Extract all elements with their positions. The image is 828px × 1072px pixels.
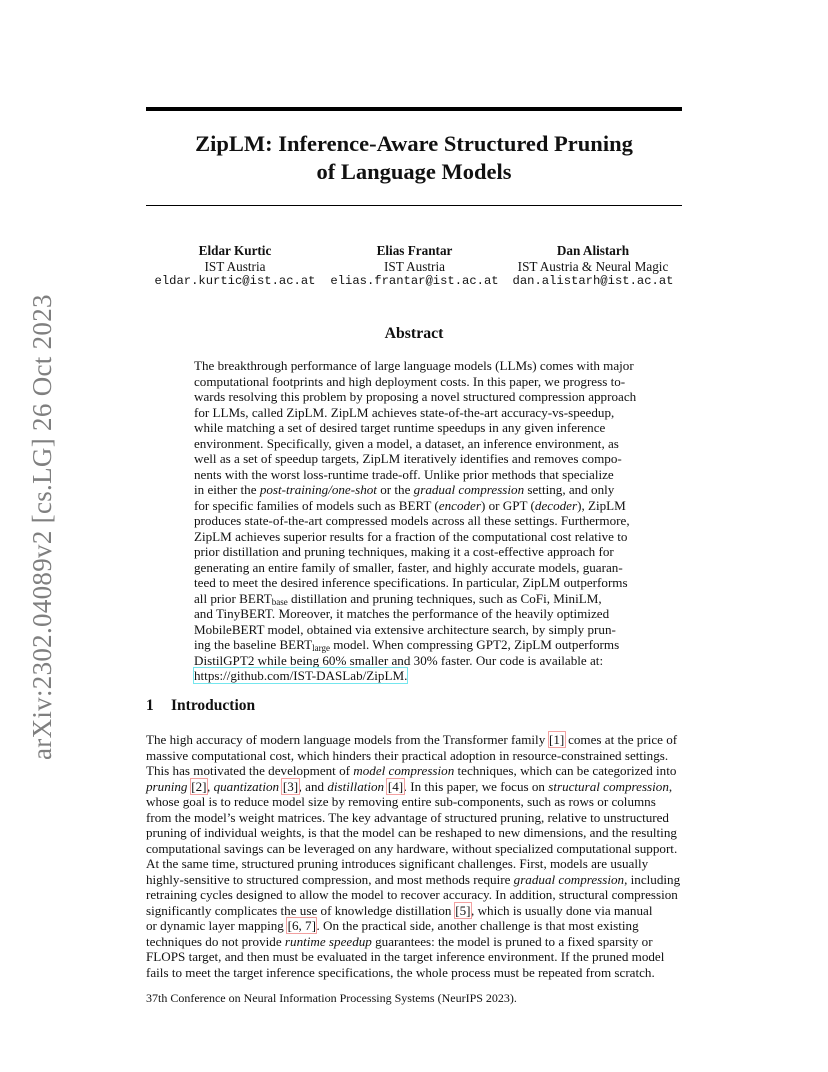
intro-line: whose goal is to reduce model size by removing entire sub-components, such as rows or columns <box>146 794 656 809</box>
abstract-line: MobileBERT model, obtained via extensive architecture search, by simply prun- <box>194 621 616 637</box>
author-3 <box>508 243 678 290</box>
code-repository-link[interactable]: https://github.com/IST-DASLab/ZipLM. <box>194 668 408 683</box>
emphasis: pruning <box>146 778 188 794</box>
author-name: Elias Frantar <box>376 243 453 258</box>
text: or the <box>376 482 414 497</box>
emphasis: decoder <box>534 497 578 513</box>
introduction-body <box>146 732 683 980</box>
text: , and <box>298 778 328 794</box>
abstract-line: produces state-of-the-art compressed models across all these settings. Furthermore, <box>194 513 630 528</box>
abstract-line: ZipLM achieves superior results for a fraction of the computational cost relative to <box>194 528 628 544</box>
title-line-1: ZipLM: Inference-Aware Structured Pruning <box>195 131 633 156</box>
abstract-line: well as a set of speedup targets, ZipLM iteratively identifies and removes compo- <box>194 451 622 466</box>
intro-line: pruning [2], quantization [3], and distillation [4]. In this paper, we focus on structural compression, <box>146 778 673 794</box>
title-bottom-rule <box>146 205 682 206</box>
citation-link[interactable]: [4] <box>387 778 404 794</box>
author-affiliation: IST Austria <box>204 258 266 274</box>
emphasis: runtime speedup <box>284 933 372 949</box>
section-number: 1 <box>146 697 154 714</box>
intro-line: fails to meet the target inference specifications, the whole process must be repeated from scratch. <box>146 964 655 980</box>
emphasis: distillation <box>327 778 385 794</box>
emphasis: model compression <box>353 763 455 778</box>
citation-link[interactable]: [5] <box>455 902 471 918</box>
text: for specific families of models such as BERT ( <box>194 497 439 513</box>
abstract-line: computational footprints and high deployment costs. In this paper, we progress to- <box>194 373 626 389</box>
author-name: Eldar Kurtic <box>198 243 272 258</box>
subscript: large <box>312 643 330 653</box>
abstract-line <box>194 668 634 684</box>
abstract-line: The breakthrough performance of large language models (LLMs) comes with major <box>194 358 634 373</box>
abstract-line <box>194 482 634 498</box>
subscript: base <box>271 596 288 607</box>
text: guarantees: the model is pruned to a fixed sparsity or <box>371 933 653 949</box>
citation-link[interactable]: [1] <box>549 732 565 747</box>
intro-line <box>146 918 683 934</box>
text: highly-sensitive to structured compression, and most methods require <box>146 871 514 887</box>
author-name: Dan Alistarh <box>556 243 630 258</box>
text: ) or GPT ( <box>480 497 535 513</box>
abstract-line: environment. Specifically, given a model, a dataset, an inference environment, as <box>194 435 619 451</box>
text: This has motivated the development of <box>146 763 354 778</box>
author-email[interactable]: elias.frantar@ist.ac.at <box>330 274 499 288</box>
abstract-line <box>194 637 634 653</box>
text: ing the baseline BERT <box>194 637 313 652</box>
text: techniques, which can be categorized into <box>454 763 677 778</box>
text: , which is usually done via manual <box>471 902 653 918</box>
conference-footnote: 37th Conference on Neural Information Processing Systems (NeurIPS 2023). <box>146 991 517 1005</box>
text: comes at the price of <box>564 732 678 747</box>
text: distillation and pruning techniques, such as CoFi, MiniLM, <box>287 590 602 606</box>
intro-line: FLOPS target, and then must be evaluated in the target inference environment. If the pruned model <box>146 949 665 964</box>
text: The high accuracy of modern language models from the Transformer family <box>146 732 549 747</box>
abstract-line: teed to meet the desired inference specifications. In particular, ZipLM outperforms <box>194 575 628 590</box>
text: , including <box>624 871 681 887</box>
intro-line: pruning of individual weights, is that the model can be reshaped to new dimensions, and the resulting <box>146 825 677 840</box>
intro-line <box>146 934 683 950</box>
abstract-line: nents with the worst loss-runtime trade-off. Unlike prior methods that specialize <box>194 466 614 482</box>
intro-line: massive computational cost, which hinders their practical adoption in resource-constrained settings. <box>146 747 669 763</box>
text: techniques do not provide <box>146 933 285 949</box>
section-title: Introduction <box>171 697 256 714</box>
abstract-line: and TinyBERT. Moreover, it matches the performance of the heavily optimized <box>194 606 610 621</box>
abstract-line: while matching a set of desired target runtime speedups in any given inference <box>194 420 606 435</box>
citation-link[interactable]: [6, 7] <box>287 918 316 933</box>
arxiv-identifier: arXiv:2302.04089v2 [cs.LG] 26 Oct 2023 <box>27 294 57 760</box>
abstract-body <box>194 358 637 684</box>
text: or dynamic layer mapping <box>146 918 288 933</box>
text: model. When compressing GPT2, ZipLM outperforms <box>329 637 620 652</box>
text: all prior BERT <box>194 590 272 606</box>
abstract-line: DistilGPT2 while being 60% smaller and 30% faster. Our code is available at: <box>194 652 604 668</box>
abstract-line: for LLMs, called ZipLM. ZipLM achieves state-of-the-art accuracy-vs-speedup, <box>194 404 615 420</box>
intro-line: At the same time, structured pruning introduces significant challenges. First, models are usually <box>146 856 649 871</box>
section-heading-introduction <box>146 697 255 715</box>
citation-link[interactable]: [2] <box>191 778 207 794</box>
author-affiliation: IST Austria <box>384 258 445 274</box>
emphasis: gradual compression <box>413 482 525 497</box>
intro-line <box>146 763 683 779</box>
intro-line: from the model’s weight matrices. The key advantage of structured pruning, relative to unstructured <box>146 809 669 825</box>
emphasis: quantization <box>213 778 280 794</box>
text: significantly complicates the use of knowledge distillation <box>146 902 455 918</box>
paper-title <box>146 130 682 186</box>
author-email[interactable]: eldar.kurtic@ist.ac.at <box>154 274 316 288</box>
intro-line <box>146 903 683 919</box>
intro-line <box>146 872 683 888</box>
emphasis: post-training/one-shot <box>259 482 377 497</box>
abstract-line <box>194 591 634 607</box>
intro-line <box>146 732 683 748</box>
text: ), ZipLM <box>577 497 626 513</box>
intro-line: retraining cycles designed to allow the model to recover accuracy. In addition, structural compression <box>146 887 678 902</box>
citation-link[interactable]: [3] <box>282 778 299 794</box>
text: . In this paper, we focus on <box>403 778 549 794</box>
author-1 <box>150 243 320 290</box>
title-top-rule <box>146 107 682 111</box>
emphasis: gradual compression <box>513 871 625 887</box>
abstract-line: generating an entire family of smaller, faster, and highly accurate models, guaran- <box>194 559 623 575</box>
text: setting, and only <box>524 482 615 497</box>
text: in either the <box>194 482 260 497</box>
emphasis: structural compression <box>548 778 669 794</box>
intro-line: computational savings can be leveraged on any hardware, without specialized computational support. <box>146 840 678 856</box>
author-email[interactable]: dan.alistarh@ist.ac.at <box>512 274 674 288</box>
abstract-line <box>194 498 634 514</box>
abstract-line: wards resolving this problem by proposing a novel structured compression approach <box>194 389 637 404</box>
title-line-2: of Language Models <box>316 159 512 184</box>
abstract-line: prior distillation and pruning techniques, making it a cost-effective approach for <box>194 544 614 559</box>
text: , <box>668 778 673 794</box>
abstract-heading: Abstract <box>384 325 444 342</box>
author-2 <box>327 243 502 290</box>
author-affiliation: IST Austria & Neural Magic <box>517 258 669 274</box>
text: . On the practical side, another challenge is that most existing <box>316 918 639 933</box>
emphasis: encoder <box>438 497 481 513</box>
